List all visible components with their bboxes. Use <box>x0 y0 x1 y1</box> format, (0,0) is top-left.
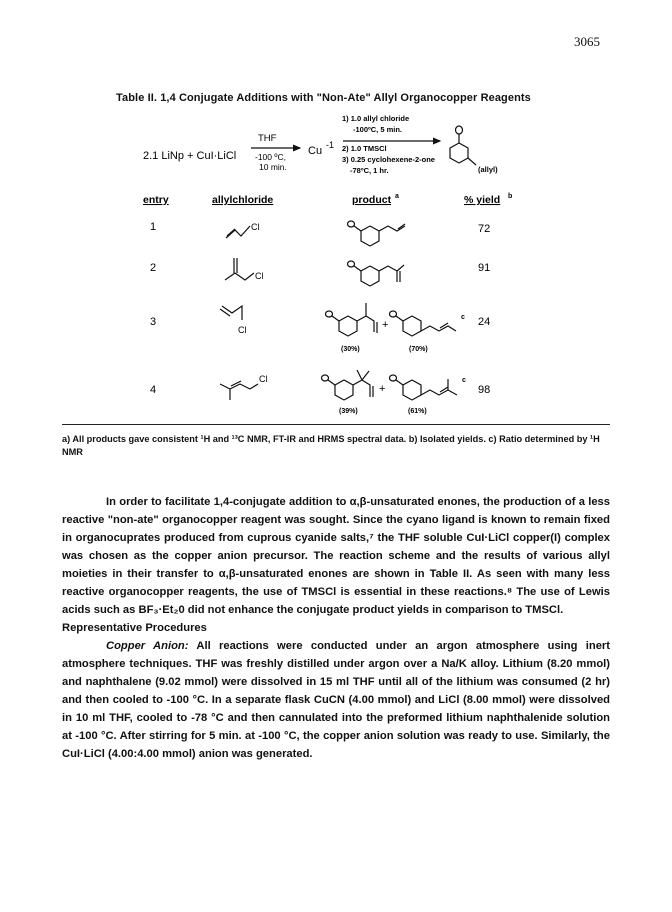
chlorine-label: Cl <box>255 271 264 281</box>
row-yield: 98 <box>478 384 491 396</box>
paragraph-2 <box>62 637 610 763</box>
product-structure <box>348 221 406 246</box>
scheme-cond2-line4: 3) 0.25 cyclohexene-2-one <box>342 155 435 164</box>
table-footnote: a) All products gave consistent ¹H and ¹³C NMR, FT-IR and HRMS spectral data. b) Isolated yields. c) Ratio determined by ¹H NMR <box>62 434 600 457</box>
product-structure <box>348 261 405 286</box>
table-bottom-rule <box>62 424 610 425</box>
row-yield: 91 <box>478 262 491 274</box>
scheme-intermediate: Cu <box>308 145 323 157</box>
chlorine-label: Cl <box>251 222 260 232</box>
scheme-cond2-line3: 2) 1.0 TMSCl <box>342 144 387 153</box>
header-entry: entry <box>143 194 169 206</box>
table-headers <box>143 193 512 206</box>
scheme-reactants: 2.1 LiNp + CuI·LiCl <box>143 150 237 162</box>
product-linear-structure <box>390 311 457 336</box>
header-yield: % yield <box>464 194 501 206</box>
paragraph-1: In order to facilitate 1,4-conjugate addition to α,β-unsaturated enones, the production of a less reactive "non-ate" organocopper reagent was sought. Since the cyano ligand is known to remain fixed in organocuprates produced from cuprous cyanide salts,⁷ the THF soluble CuI·LiCl copper(I) complex was chosen as the copper anion precursor. The reaction scheme and the results of various allyl moieties in their transfer to α,β-unsaturated enones are shown in Table II. As seen with many less reactive organocopper reagents, the use of TMSCl is essential in these reactions.⁸ The use of Lewis acids such as BF₃·Et₂0 did not enhance the conjugate product yields in comparison to TMSCl. <box>62 496 610 616</box>
table-row <box>150 221 490 246</box>
allyl-chloride-structure <box>226 226 250 238</box>
header-product: product <box>352 194 392 206</box>
scheme-intermediate-charge: -1 <box>326 140 335 150</box>
header-product-note: a <box>395 193 399 200</box>
plus-sign: + <box>382 319 389 331</box>
crotyl-chloride-structure <box>220 306 242 320</box>
prenyl-chloride-structure <box>220 381 258 400</box>
product-branched-structure <box>326 303 378 336</box>
section-heading: Representative Procedures <box>62 622 207 634</box>
chlorine-label: Cl <box>238 325 247 335</box>
table-row <box>150 258 490 286</box>
ratio-label-a: (30%) <box>341 346 360 353</box>
product-linear-structure <box>390 375 458 400</box>
chlorine-label: Cl <box>259 374 268 384</box>
scheme-cond1-top: THF <box>258 133 277 144</box>
ratio-label-a: (39%) <box>339 408 358 415</box>
table-row <box>150 303 490 353</box>
plus-sign: + <box>379 383 386 395</box>
scheme-cond2-line5: -78ºC, 1 hr. <box>350 166 389 175</box>
reaction-table-figure <box>0 0 672 430</box>
row-entry: 4 <box>150 384 157 396</box>
paragraph-2-text: All reactions were conducted under an argon atmosphere using inert atmosphere techniques. THF was freshly distilled under argon over a Na/K alloy. Lithium (8.20 mmol) and naphthalene (9.02 mmol) were dissolved in 15 ml THF until all of the lithium was consumed (2 hr) and then cooled to -100 °C. In a separate flask CuCN (4.00 mmol) and LiCl (8.00 mmol) were dissolved in 10 ml THF, cooled to -78 °C and then cannulated into the preformed lithium naphthalenide solution at -100 °C. After stirring for 5 min. at -100 °C, the copper anion solution was ready to use. Similarly, the CuI·LiCl (4.00:4.00 mmol) anion was generated. <box>62 640 611 760</box>
page-number: 3065 <box>574 34 600 49</box>
product-allyl-label: (allyl) <box>478 165 498 174</box>
header-allylchloride: allylchloride <box>212 194 274 206</box>
row-entry: 2 <box>150 262 157 274</box>
row-entry: 1 <box>150 221 157 233</box>
scheme-cond2-line1: 1) 1.0 allyl chloride <box>342 114 410 123</box>
scheme-cond1-bottom-b: 10 min. <box>259 162 287 172</box>
header-yield-note: b <box>508 193 513 200</box>
row-entry: 3 <box>150 316 157 328</box>
subhead-copper-anion: Copper Anion: <box>106 640 189 652</box>
reaction-scheme <box>143 114 498 175</box>
row-yield: 24 <box>478 316 491 328</box>
ratio-label-b: (70%) <box>409 346 428 353</box>
methallyl-chloride-structure <box>225 258 254 280</box>
table-title: Table II. 1,4 Conjugate Additions with "Non-Ate" Allyl Organocopper Reagents <box>116 92 531 104</box>
scheme-cond1-bottom-a: -100 ºC, <box>255 152 286 162</box>
ratio-label-b: (61%) <box>408 408 427 415</box>
scheme-cond2-line2: -100ºC, 5 min. <box>353 125 403 134</box>
table-row <box>150 370 490 415</box>
ratio-note: c <box>462 377 466 384</box>
product-cyclohexanone-structure <box>450 126 476 165</box>
body-text <box>62 493 610 763</box>
product-branched-structure <box>322 370 374 400</box>
row-yield: 72 <box>478 223 491 235</box>
ratio-note: c <box>461 314 465 321</box>
